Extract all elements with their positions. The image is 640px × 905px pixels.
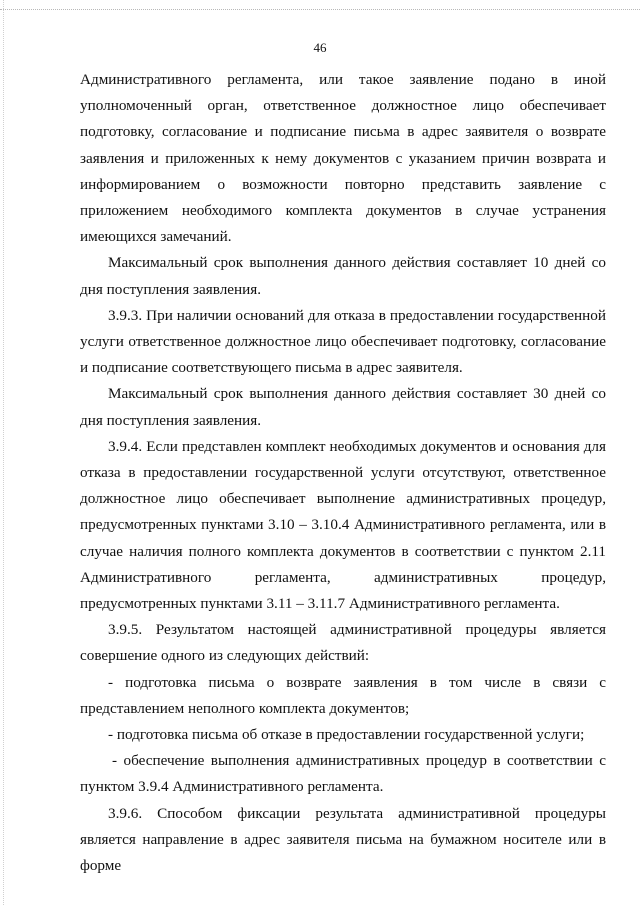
paragraph-3-9-5: 3.9.5. Результатом настоящей административной процедуры является совершение одного из следующих действий: xyxy=(80,621,606,665)
scan-edge-top xyxy=(0,9,640,13)
paragraph-3-9-3: 3.9.3. При наличии оснований для отказа в предоставлении государственной услуги ответственное должностное лицо обеспечивает подготовку, согласование и подписание соответствующего письма в адрес заявителя. xyxy=(80,306,606,377)
page-number: 46 xyxy=(313,40,327,55)
scan-edge-left xyxy=(3,0,5,905)
paragraph-3-9-6: 3.9.6. Способом фиксации результата административной процедуры является направление в адрес заявителя письма на бумажном носителе или в форме xyxy=(80,804,606,875)
list-item-procedures: - обеспечение выполнения административных процедур в соответствии с пунктом 3.9.4 Административного регламента. xyxy=(80,752,606,796)
paragraph-deadline-30-days: Максимальный срок выполнения данного действия составляет 30 дней со дня поступления заявления. xyxy=(80,385,606,429)
list-item-refusal-letter: - подготовка письма об отказе в предоставлении государственной услуги; xyxy=(108,726,585,744)
document-body xyxy=(80,67,606,879)
paragraph-3-9-4: 3.9.4. Если представлен комплект необходимых документов и основания для отказа в предоставлении государственной услуги отсутствуют, ответственное должностное лицо обеспечивает выполнение административных процедур, предусмотренных пунктами 3.10 – 3.10.4 Административного регламента, или в случае наличия полного комплекта документов в соответствии с пунктом 2.11 Административного регламента, административных процедур, предусмотренных пунктами 3.11 – 3.11.7 Административного регламента. xyxy=(80,437,606,613)
list-item-return-letter: - подготовка письма о возврате заявления в том числе в связи с представлением неполного комплекта документов; xyxy=(80,673,606,717)
paragraph-deadline-10-days: Максимальный срок выполнения данного действия составляет 10 дней со дня поступления заявления. xyxy=(80,254,606,298)
paragraph-continuation: Административного регламента, или такое заявление подано в иной уполномоченный орган, ответственное должностное лицо обеспечивает подготовку, согласование и подписание письма в адрес заявителя о возврате заявления и приложенных к нему документов с указанием причин возврата и информированием о возможности повторно представить заявление с приложением необходимого комплекта документов в случае устранения имеющихся замечаний. xyxy=(80,71,606,246)
